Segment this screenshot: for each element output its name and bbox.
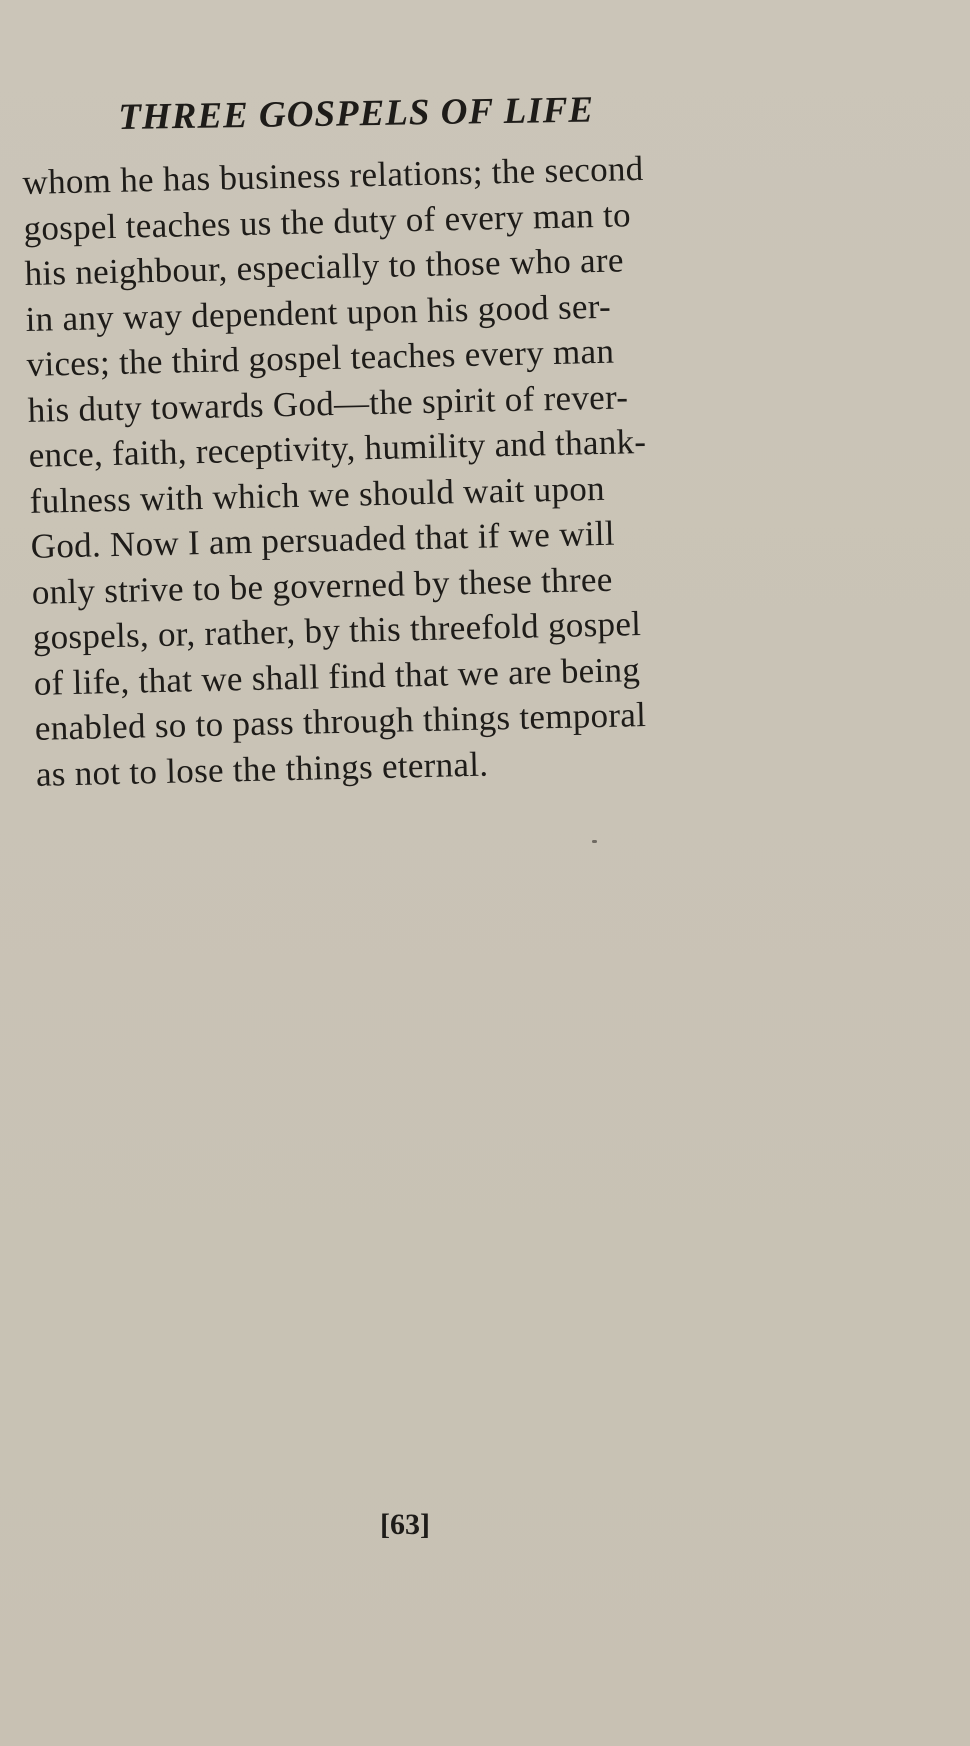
text-line: gospels, or, rather, by this threefold gospel — [32, 604, 642, 657]
text-line: enabled so to pass through things temporal — [34, 694, 647, 748]
body-paragraph — [22, 143, 796, 797]
text-line: of life, that we shall find that we are being — [33, 649, 641, 703]
paper-speck — [592, 840, 597, 843]
text-line: his duty towards God—the spirit of rever- — [27, 376, 629, 430]
text-line: whom he has business relations; the second — [22, 148, 644, 202]
text-line: in any way dependent upon his good ser- — [25, 286, 612, 339]
text-line: vices; the third gospel teaches every man — [26, 331, 615, 384]
text-line: ence, faith, receptivity, humility and thank- — [28, 421, 647, 475]
text-line: God. Now I am persuaded that if we will — [30, 513, 616, 566]
text-line: only strive to be governed by these three — [31, 559, 613, 612]
text-line: as not to lose the things eternal. — [35, 744, 489, 794]
text-line: his neighbour, especially to those who are — [24, 240, 625, 293]
text-line: fulness with which we should wait upon — [29, 468, 606, 521]
running-head: THREE GOSPELS OF LIFE — [118, 89, 595, 138]
page-number: [63] — [380, 1508, 430, 1541]
text-line: gospel teaches us the duty of every man to — [23, 194, 632, 248]
